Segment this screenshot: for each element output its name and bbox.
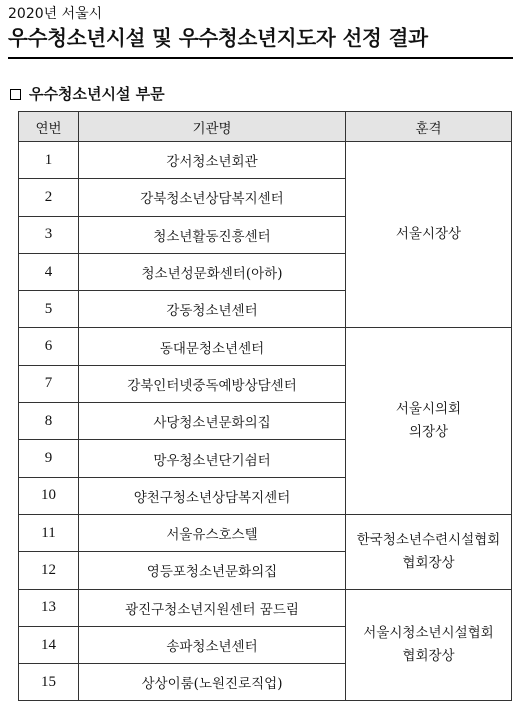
row-number: 12 [19, 552, 79, 589]
award-cell [346, 514, 512, 589]
institution-name: 강북인터넷중독예방상담센터 [79, 365, 346, 402]
award-line: 서울시장상 [395, 226, 462, 243]
column-header-number: 연번 [19, 112, 79, 142]
row-number: 14 [19, 626, 79, 663]
row-number: 11 [19, 514, 79, 551]
institution-name: 강동청소년센터 [79, 291, 346, 328]
award-line: 한국청소년수련시설협회 [356, 531, 501, 548]
award-cell [346, 142, 512, 328]
year-label: 2020년 서울시 [8, 6, 103, 22]
row-number: 1 [19, 142, 79, 179]
institution-name: 양천구청소년상담복지센터 [79, 477, 346, 514]
institution-name: 강북청소년상담복지센터 [79, 179, 346, 216]
column-header-award: 훈격 [346, 112, 512, 142]
table-row [19, 142, 512, 179]
institution-name: 강서청소년회관 [79, 142, 346, 179]
row-number: 13 [19, 589, 79, 626]
row-number: 4 [19, 253, 79, 290]
award-line: 서울시의회 [395, 401, 462, 418]
institution-name: 서울유스호스텔 [79, 514, 346, 551]
institution-name: 동대문청소년센터 [79, 328, 346, 365]
table-header-row [19, 112, 512, 142]
title-divider [8, 57, 513, 59]
institution-name: 청소년성문화센터(아하) [79, 253, 346, 290]
section-title: 우수청소년시설 부문 [29, 85, 165, 103]
institution-name: 상상이룸(노원진로직업) [79, 664, 346, 701]
row-number: 10 [19, 477, 79, 514]
award-line: 의장상 [408, 424, 449, 441]
award-line: 서울시청소년시설협회 [363, 625, 494, 641]
table-row [19, 589, 512, 626]
row-number: 9 [19, 440, 79, 477]
award-cell [346, 328, 512, 514]
institution-name: 사당청소년문화의집 [79, 403, 346, 440]
column-header-institution: 기관명 [79, 112, 346, 142]
award-line: 협회장상 [402, 554, 455, 571]
row-number: 7 [19, 365, 79, 402]
page-title: 우수청소년시설 및 우수청소년지도자 선정 결과 [8, 26, 428, 50]
section-heading [10, 84, 165, 104]
award-cell [346, 589, 512, 701]
row-number: 5 [19, 291, 79, 328]
institution-name: 광진구청소년지원센터 꿈드림 [79, 589, 346, 626]
row-number: 3 [19, 216, 79, 253]
checkbox-icon [10, 89, 21, 100]
table-row [19, 514, 512, 551]
institution-name: 망우청소년단기쉼터 [79, 440, 346, 477]
row-number: 15 [19, 664, 79, 701]
row-number: 8 [19, 403, 79, 440]
row-number: 2 [19, 179, 79, 216]
award-line: 협회장상 [402, 648, 455, 664]
table-row [19, 328, 512, 365]
institution-name: 영등포청소년문화의집 [79, 552, 346, 589]
institution-name: 청소년활동진흥센터 [79, 216, 346, 253]
row-number: 6 [19, 328, 79, 365]
results-table [18, 111, 512, 701]
institution-name: 송파청소년센터 [79, 626, 346, 663]
